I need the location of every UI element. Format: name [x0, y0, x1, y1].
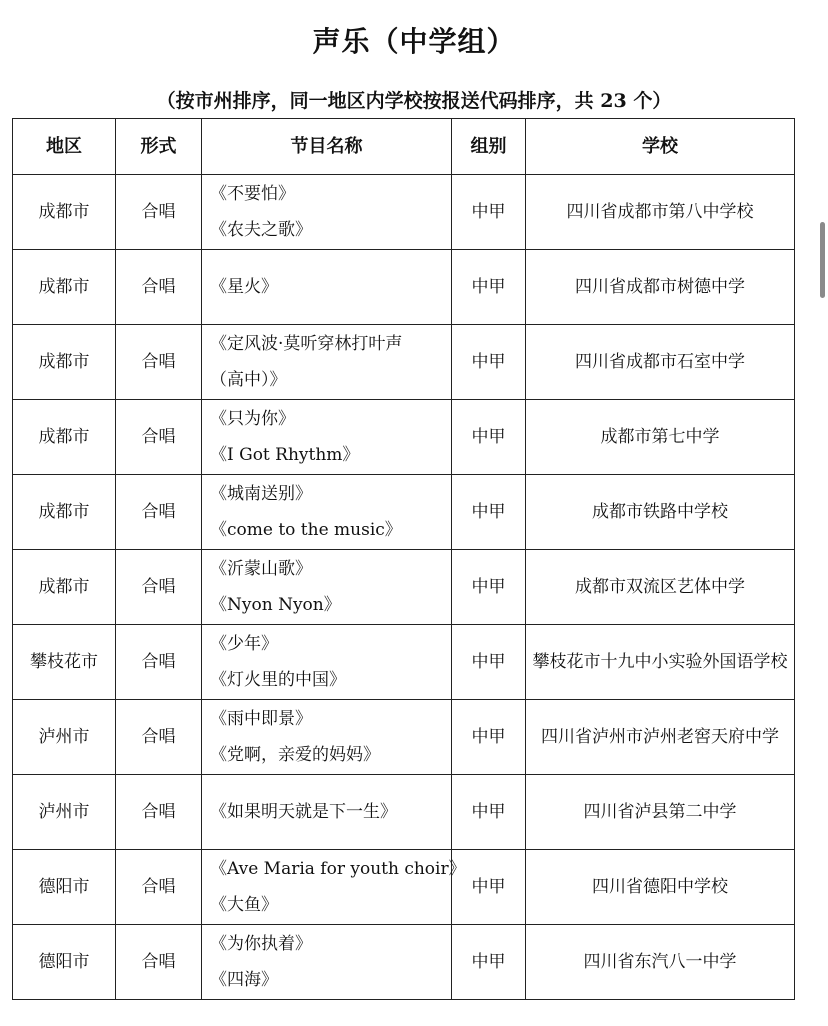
page-subtitle: （按市州排序，同一地区内学校按报送代码排序，共 23 个）	[156, 90, 672, 112]
table-row	[13, 250, 795, 325]
program-name-line: 《I Got Rhythm》	[210, 445, 360, 465]
school-cell	[526, 625, 795, 700]
table-row	[13, 850, 795, 925]
school-cell	[526, 700, 795, 775]
region-cell: 成都市	[13, 400, 116, 475]
page-title: 声乐（中学组）	[312, 25, 516, 58]
group-cell: 中甲	[452, 400, 526, 475]
form-cell: 合唱	[116, 925, 202, 1000]
group-cell: 中甲	[452, 775, 526, 850]
form-cell: 合唱	[116, 175, 202, 250]
program-name-cell	[202, 250, 452, 325]
program-name-line: 《只为你》	[210, 409, 295, 429]
form-cell: 合唱	[116, 475, 202, 550]
form-cell: 合唱	[116, 400, 202, 475]
region-cell: 泸州市	[13, 775, 116, 850]
program-name-cell	[202, 175, 452, 250]
form-cell: 合唱	[116, 700, 202, 775]
group-cell: 中甲	[452, 925, 526, 1000]
header-program: 节目名称	[202, 119, 452, 175]
group-cell: 中甲	[452, 850, 526, 925]
program-name-line: 《灯火里的中国》	[210, 670, 346, 690]
school-name: 四川省德阳中学校	[592, 876, 728, 897]
table-header-row	[13, 119, 795, 175]
program-name-line: 《城南送别》	[210, 484, 312, 504]
program-name-cell	[202, 625, 452, 700]
school-name: 四川省泸州市泸州老窖天府中学	[541, 726, 779, 747]
form-cell: 合唱	[116, 550, 202, 625]
school-name: 攀枝花市十九中小实验外国语学校	[532, 651, 788, 672]
program-table	[12, 118, 795, 1000]
school-cell	[526, 175, 795, 250]
program-name-line: 《定风波·莫听穿林打叶声	[210, 334, 403, 354]
group-cell: 中甲	[452, 175, 526, 250]
school-cell	[526, 925, 795, 1000]
table-row	[13, 175, 795, 250]
program-name-line: 《Nyon Nyon》	[210, 595, 341, 615]
region-cell: 攀枝花市	[13, 625, 116, 700]
program-name-cell	[202, 700, 452, 775]
region-cell: 泸州市	[13, 700, 116, 775]
table-row	[13, 325, 795, 400]
header-group: 组别	[452, 119, 526, 175]
region-cell: 德阳市	[13, 925, 116, 1000]
table-row	[13, 625, 795, 700]
region-cell: 成都市	[13, 325, 116, 400]
program-name-cell	[202, 850, 466, 925]
form-cell: 合唱	[116, 250, 202, 325]
school-name: 四川省泸县第二中学	[583, 801, 737, 822]
region-cell: 德阳市	[13, 850, 116, 925]
program-name-line: 《沂蒙山歌》	[210, 559, 312, 579]
header-school: 学校	[526, 119, 795, 175]
program-name-line: （高中）》	[210, 370, 287, 390]
region-cell: 成都市	[13, 175, 116, 250]
school-cell	[526, 775, 795, 850]
group-cell: 中甲	[452, 700, 526, 775]
program-name-cell	[202, 925, 452, 1000]
school-name: 成都市铁路中学校	[592, 501, 728, 522]
school-cell	[526, 850, 795, 925]
school-cell	[526, 550, 795, 625]
header-form: 形式	[116, 119, 202, 175]
group-cell: 中甲	[452, 325, 526, 400]
group-cell: 中甲	[452, 250, 526, 325]
program-name-cell	[202, 550, 452, 625]
program-name-cell	[202, 775, 452, 850]
school-name: 四川省东汽八一中学	[583, 951, 737, 972]
table-body	[13, 175, 795, 1000]
school-name: 成都市第七中学	[600, 426, 720, 447]
program-name-line: 《党啊，亲爱的妈妈》	[210, 745, 380, 765]
program-name-line: 《不要怕》	[210, 184, 295, 204]
school-cell	[526, 325, 795, 400]
program-name-line: 《为你执着》	[210, 934, 312, 954]
school-cell	[526, 250, 795, 325]
school-cell	[526, 400, 795, 475]
school-cell	[526, 475, 795, 550]
program-name-line: 《四海》	[210, 970, 278, 990]
school-name: 四川省成都市石室中学	[575, 351, 745, 372]
region-cell: 成都市	[13, 550, 116, 625]
table-row	[13, 550, 795, 625]
program-name-line: 《星火》	[210, 277, 278, 297]
form-cell: 合唱	[116, 325, 202, 400]
program-name-line: 《Ave Maria for youth choir》	[210, 859, 466, 879]
program-name-line: 《雨中即景》	[210, 709, 312, 729]
table-row	[13, 700, 795, 775]
scrollbar[interactable]	[820, 222, 825, 298]
table-row	[13, 475, 795, 550]
group-cell: 中甲	[452, 550, 526, 625]
table-row	[13, 775, 795, 850]
school-name: 四川省成都市树德中学	[575, 276, 745, 297]
header-region: 地区	[13, 119, 116, 175]
form-cell: 合唱	[116, 775, 202, 850]
program-name-cell	[202, 400, 452, 475]
form-cell: 合唱	[116, 850, 202, 925]
program-name-line: 《少年》	[210, 634, 278, 654]
group-cell: 中甲	[452, 475, 526, 550]
school-name: 四川省成都市第八中学校	[566, 201, 754, 222]
table-row	[13, 925, 795, 1000]
form-cell: 合唱	[116, 625, 202, 700]
program-name-line: 《农夫之歌》	[210, 220, 312, 240]
program-name-cell	[202, 325, 452, 400]
program-name-cell	[202, 475, 452, 550]
region-cell: 成都市	[13, 475, 116, 550]
group-cell: 中甲	[452, 625, 526, 700]
school-name: 成都市双流区艺体中学	[575, 576, 745, 597]
program-name-line: 《如果明天就是下一生》	[210, 802, 397, 822]
program-name-line: 《come to the music》	[210, 520, 402, 540]
program-name-line: 《大鱼》	[210, 895, 278, 915]
table-row	[13, 400, 795, 475]
region-cell: 成都市	[13, 250, 116, 325]
